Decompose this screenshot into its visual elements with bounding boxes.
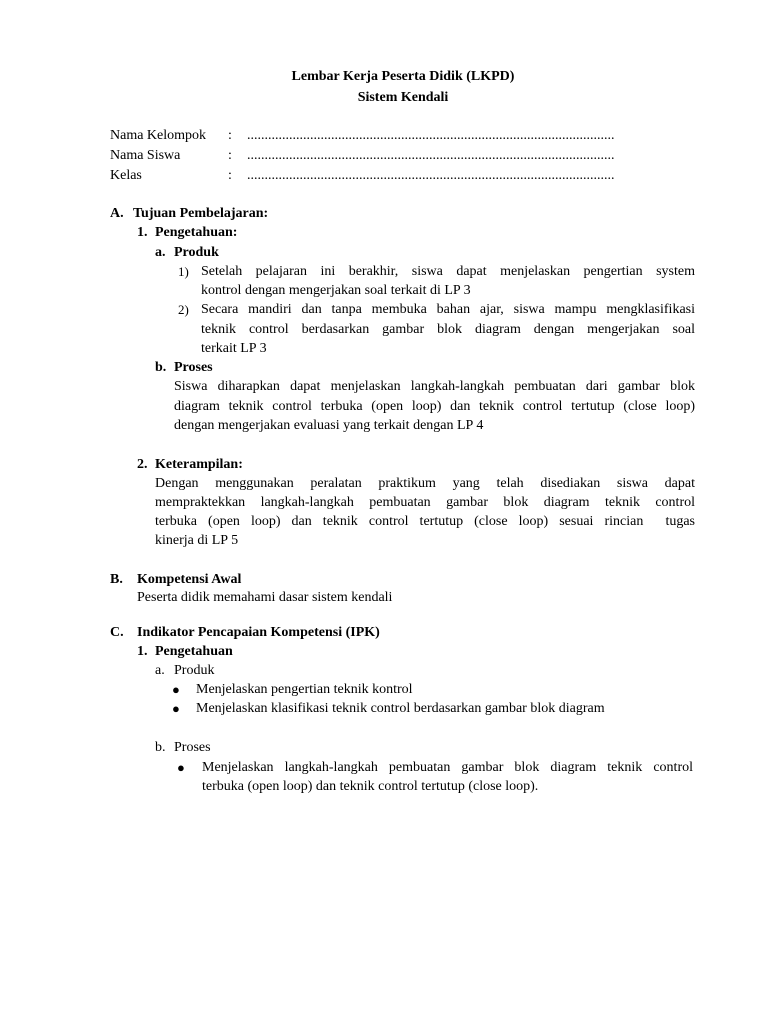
section-b-heading: Kompetensi Awal bbox=[137, 572, 242, 587]
ipk-produk-bullet-text: Menjelaskan pengertian teknik kontrol bbox=[196, 682, 413, 697]
a2-marker: 2. bbox=[137, 457, 148, 472]
a1b-heading: Proses bbox=[174, 360, 213, 375]
document-title: Lembar Kerja Peserta Didik (LKPD) bbox=[291, 69, 515, 84]
document-subtitle: Sistem Kendali bbox=[357, 90, 449, 105]
section-b-text: Peserta didik memahami dasar sistem kendali bbox=[137, 590, 393, 605]
keterampilan-text-line: Dengan menggunakan peralatan praktikum yang telah disediakan siswa dapat bbox=[155, 476, 695, 491]
section-a-marker: A. bbox=[110, 206, 124, 221]
section-a-heading: Tujuan Pembelajaran: bbox=[133, 206, 269, 221]
identity-fill-line: ......................................................................................................... bbox=[247, 168, 615, 183]
ipk-produk-bullet-text: Menjelaskan klasifikasi teknik control berdasarkan gambar blok diagram bbox=[196, 701, 605, 716]
a1b-marker: b. bbox=[155, 360, 167, 375]
a2-heading: Keterampilan: bbox=[155, 457, 243, 472]
produk-item-2-line: teknik control berdasarkan gambar blok diagram dengan mengerjakan soal bbox=[201, 322, 695, 337]
identity-label: Nama Siswa bbox=[110, 148, 181, 163]
a1a-heading: Produk bbox=[174, 245, 219, 260]
keterampilan-text-line: kinerja di LP 5 bbox=[155, 533, 239, 548]
identity-colon: : bbox=[228, 148, 232, 163]
a1-heading: Pengetahuan: bbox=[155, 225, 238, 240]
identity-label: Kelas bbox=[110, 168, 142, 183]
bullet-icon: ● bbox=[172, 682, 180, 697]
produk-item-1-line: kontrol dengan mengerjakan soal terkait di LP 3 bbox=[201, 283, 471, 298]
identity-label: Nama Kelompok bbox=[110, 128, 207, 143]
identity-colon: : bbox=[228, 128, 232, 143]
produk-item-2-marker: 2) bbox=[178, 302, 189, 317]
a1-marker: 1. bbox=[137, 225, 148, 240]
c1-marker: 1. bbox=[137, 644, 148, 659]
identity-fill-line: ......................................................................................................... bbox=[247, 128, 615, 143]
produk-item-2-line: terkait LP 3 bbox=[201, 341, 267, 356]
ipk-proses-bullet-text: terbuka (open loop) dan teknik control tertutup (close loop). bbox=[202, 779, 539, 794]
section-b-marker: B. bbox=[110, 572, 123, 587]
c1a-heading: Produk bbox=[174, 663, 215, 678]
c1b-heading: Proses bbox=[174, 740, 211, 755]
section-c-heading: Indikator Pencapaian Kompetensi (IPK) bbox=[137, 625, 380, 640]
identity-colon: : bbox=[228, 168, 232, 183]
c1a-marker: a. bbox=[155, 663, 165, 678]
identity-fill-line: ......................................................................................................... bbox=[247, 148, 615, 163]
keterampilan-text-line: terbuka (open loop) dan teknik control tertutup (close loop) sesuai rincian tugas bbox=[155, 514, 695, 529]
proses-text-line: dengan mengerjakan evaluasi yang terkait dengan LP 4 bbox=[174, 418, 484, 433]
section-c-marker: C. bbox=[110, 625, 124, 640]
proses-text-line: diagram teknik control terbuka (open loop) dan teknik control tertutup (close loop) bbox=[174, 399, 695, 414]
produk-item-1-marker: 1) bbox=[178, 264, 189, 279]
bullet-icon: ● bbox=[177, 760, 185, 775]
produk-item-2-line: Secara mandiri dan tanpa membuka bahan ajar, siswa mampu mengklasifikasi bbox=[201, 302, 695, 317]
ipk-proses-bullet-text: Menjelaskan langkah-langkah pembuatan gambar blok diagram teknik control bbox=[202, 760, 693, 775]
proses-text-line: Siswa diharapkan dapat menjelaskan langkah-langkah pembuatan dari gambar blok bbox=[174, 379, 695, 394]
a1a-marker: a. bbox=[155, 245, 166, 260]
keterampilan-text-line: mempraktekkan langkah-langkah pembuatan gambar blok diagram teknik control bbox=[155, 495, 695, 510]
produk-item-1-line: Setelah pelajaran ini berakhir, siswa dapat menjelaskan pengertian system bbox=[201, 264, 695, 279]
bullet-icon: ● bbox=[172, 701, 180, 716]
c1-heading: Pengetahuan bbox=[155, 644, 233, 659]
c1b-marker: b. bbox=[155, 740, 166, 755]
